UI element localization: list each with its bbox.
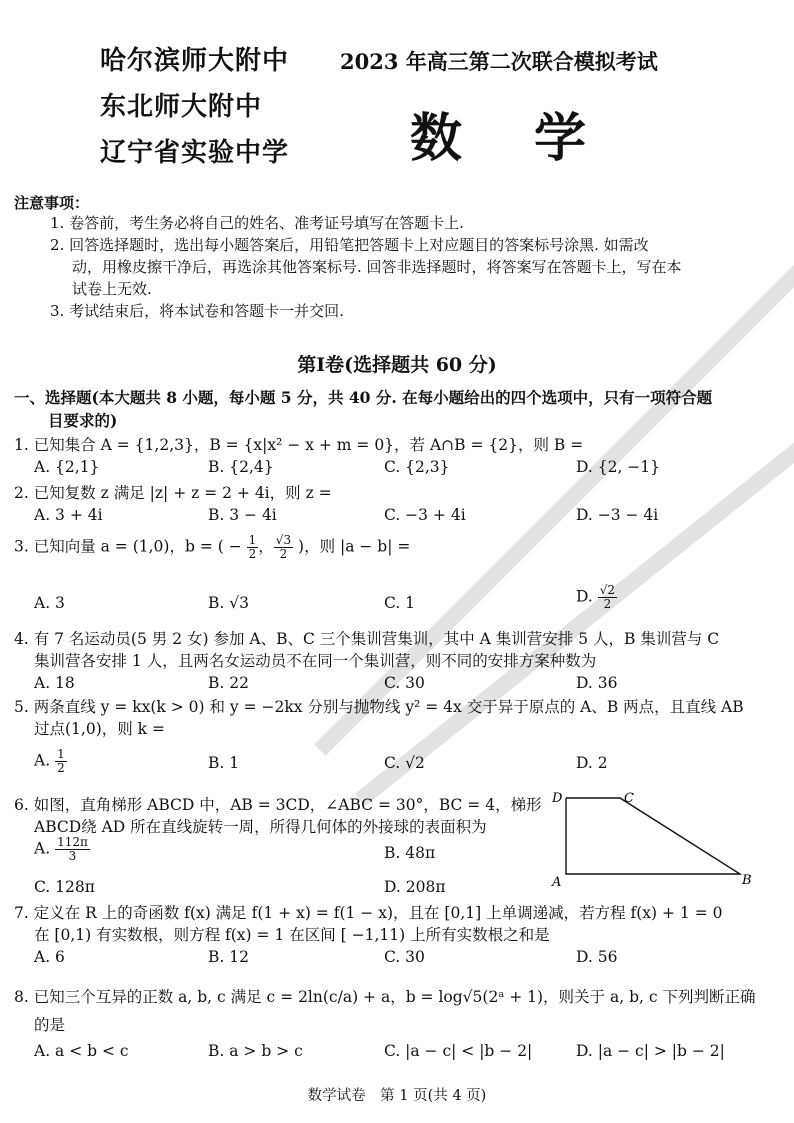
- vertex-label-d: D: [552, 791, 563, 806]
- q7-option-b: B. 12: [208, 948, 249, 966]
- note-1: 1. 卷答前，考生务必将自己的姓名、准考证号填写在答题卡上.: [50, 214, 464, 232]
- q3-comma: ，: [258, 537, 274, 556]
- q3-prefix: 3. 已知向量 a = (1,0)，b = ( −: [14, 537, 242, 556]
- q7-option-c: C. 30: [384, 948, 425, 966]
- school-name-3: 辽宁省实验中学: [100, 138, 290, 168]
- q6-option-d: D. 208π: [384, 878, 446, 896]
- part-title-line2: 目要求的): [48, 411, 118, 430]
- q8-option-d: D. |a − c| > |b − 2|: [576, 1042, 725, 1060]
- question-5-line2: 过点(1,0)，则 k =: [34, 720, 165, 738]
- q5-option-a-den: 2: [57, 761, 65, 775]
- q6-option-c: C. 128π: [34, 878, 95, 896]
- q6-option-a-fraction: [55, 836, 90, 863]
- q8-option-b: B. a > b > c: [208, 1042, 303, 1060]
- section-title: 第Ⅰ卷(选择题共 60 分): [297, 354, 497, 376]
- q3-option-d-label: D.: [576, 587, 593, 606]
- q1-option-d: D. {2, −1}: [576, 458, 661, 476]
- q5-option-a-fraction: [55, 748, 67, 775]
- question-8-line1: 8. 已知三个互异的正数 a, b, c 满足 c = 2ln(c/a) + a，b = log√5(2ᵃ + 1)，则关于 a, b, c 下列判断正确: [14, 988, 756, 1006]
- q5-option-d: D. 2: [576, 754, 608, 772]
- q3-suffix: )，则 |a − b| =: [298, 537, 411, 556]
- subject-title: 数学: [410, 108, 659, 169]
- q2-option-d: D. −3 − 4i: [576, 506, 659, 524]
- q4-option-b: B. 22: [208, 674, 249, 692]
- q2-option-c: C. −3 + 4i: [384, 506, 466, 524]
- q5-option-a: [34, 748, 67, 775]
- q2-option-a: A. 3 + 4i: [34, 506, 103, 524]
- q3-half-num: 1: [248, 533, 257, 547]
- q3-half-den: 2: [248, 547, 257, 561]
- vertex-label-a: A: [552, 875, 562, 888]
- q2-option-b: B. 3 − 4i: [208, 506, 277, 524]
- question-6-line1: 6. 如图，直角梯形 ABCD 中，AB = 3CD，∠ABC = 30°，BC = 4，梯形: [14, 796, 542, 814]
- vertex-label-b: B: [742, 873, 752, 888]
- question-5-line1: 5. 两条直线 y = kx(k > 0) 和 y = −2kx 分别与抛物线 y² = 4x 交于异于原点的 A、B 两点，且直线 AB: [14, 698, 744, 716]
- q4-option-c: C. 30: [384, 674, 425, 692]
- vertex-label-c: C: [624, 791, 634, 806]
- question-8-line2: 的是: [34, 1016, 66, 1034]
- q8-option-a: A. a < b < c: [34, 1042, 129, 1060]
- q3-option-b: B. √3: [208, 594, 249, 612]
- q3-fraction-half: [247, 534, 259, 561]
- q6-option-a-label: A.: [34, 839, 51, 858]
- q4-option-a: A. 18: [34, 674, 75, 692]
- note-2: 2. 回答选择题时，选出每小题答案后，用铅笔把答题卡上对应题目的答案标号涂黑. 如需改: [50, 236, 649, 254]
- q7-option-a: A. 6: [34, 948, 65, 966]
- exam-title: 2023 年高三第二次联合模拟考试: [340, 49, 658, 74]
- question-6-line2: ABCD绕 AD 所在直线旋转一周，所得几何体的外接球的表面积为: [34, 818, 487, 836]
- q3-option-d: [576, 584, 617, 611]
- q3-fraction-sqrt3: [274, 534, 293, 561]
- question-4-line2: 集训营各安排 1 人，且两名女运动员不在同一个集训营，则不同的安排方案种数为: [34, 652, 597, 670]
- question-7-line1: 7. 定义在 R 上的奇函数 f(x) 满足 f(1 + x) = f(1 − x)，且在 [0,1] 上单调递减，若方程 f(x) + 1 = 0: [14, 904, 723, 922]
- trapezoid-figure: [550, 788, 760, 888]
- trapezoid-outline: [566, 798, 740, 874]
- question-7-line2: 在 [0,1) 有实数根，则方程 f(x) = 1 在区间 [ −1,11) 上所有实数根之和是: [34, 926, 550, 944]
- q3-option-d-fraction: [598, 584, 617, 611]
- q5-option-b: B. 1: [208, 754, 240, 772]
- q5-option-c: C. √2: [384, 754, 425, 772]
- part-title-line1: 一、选择题(本大题共 8 小题，每小题 5 分，共 40 分. 在每小题给出的四个选项中，只有一项符合题: [14, 388, 713, 407]
- question-2: 2. 已知复数 z 满足 |z| + z = 2 + 4i，则 z =: [14, 484, 332, 502]
- note-3: 3. 考试结束后，将本试卷和答题卡一并交回.: [50, 302, 344, 320]
- q7-option-d: D. 56: [576, 948, 618, 966]
- q1-option-b: B. {2,4}: [208, 458, 274, 476]
- q3-option-a: A. 3: [34, 594, 65, 612]
- q3-sqrt3-den: 2: [279, 547, 288, 561]
- q5-option-a-label: A.: [34, 751, 51, 770]
- q3-sqrt3-num: √3: [275, 533, 292, 547]
- question-1: 1. 已知集合 A = {1,2,3}，B = {x|x² − x + m = 0}，若 A∩B = {2}，则 B =: [14, 436, 584, 454]
- school-name-2: 东北师大附中: [100, 92, 263, 122]
- q1-option-c: C. {2,3}: [384, 458, 450, 476]
- q5-option-a-num: 1: [57, 747, 65, 761]
- q6-option-a-num: 112π: [57, 835, 88, 849]
- q3-option-d-den: 2: [603, 597, 612, 611]
- question-3: [14, 534, 410, 561]
- q4-option-d: D. 36: [576, 674, 618, 692]
- q1-option-a: A. {2,1}: [34, 458, 100, 476]
- question-4-line1: 4. 有 7 名运动员(5 男 2 女) 参加 A、B、C 三个集训营集训，其中 A 集训营安排 5 人，B 集训营与 C: [14, 630, 720, 648]
- q6-option-a: [34, 836, 90, 863]
- q3-option-d-num: √2: [599, 583, 616, 597]
- q6-option-b: B. 48π: [384, 844, 436, 862]
- q6-option-a-den: 3: [68, 849, 77, 863]
- notes-title: 注意事项：: [14, 194, 90, 212]
- page-footer: 数学试卷 第 1 页(共 4 页): [307, 1088, 487, 1104]
- school-name-1: 哈尔滨师大附中: [100, 46, 290, 76]
- q8-option-c: C. |a − c| < |b − 2|: [384, 1042, 533, 1060]
- part-title: [14, 386, 784, 432]
- q3-option-c: C. 1: [384, 594, 416, 612]
- note-2-cont: 动，用橡皮擦干净后，再选涂其他答案标号. 回答非选择题时，将答案写在答题卡上，写在本: [72, 258, 682, 276]
- note-2-cont2: 试卷上无效.: [72, 280, 152, 298]
